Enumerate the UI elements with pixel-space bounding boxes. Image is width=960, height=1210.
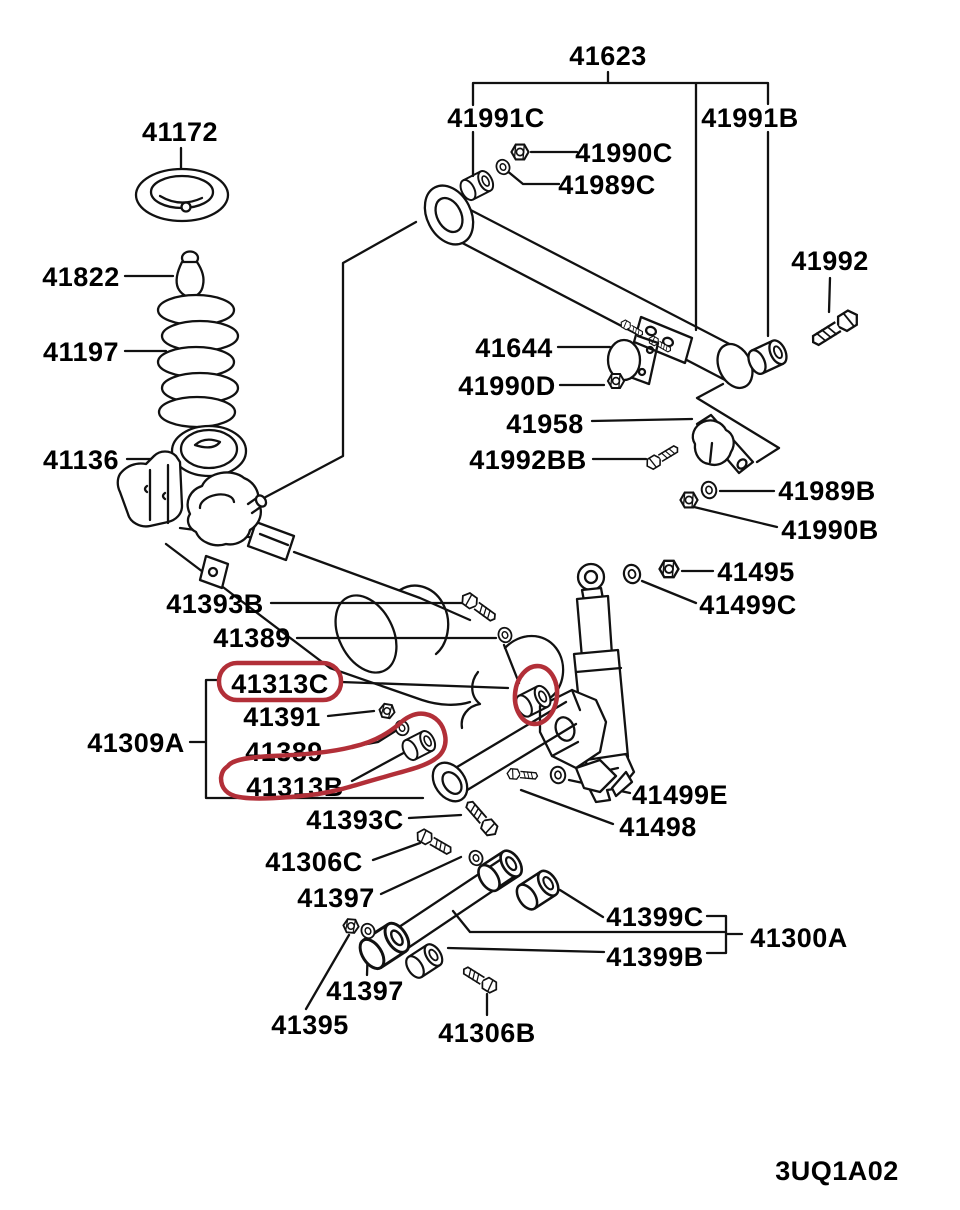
part-label-41306C: 41306C: [265, 847, 363, 877]
nut-41395: [343, 919, 359, 934]
part-label-41313B: 41313B: [246, 772, 344, 802]
part-label-41391: 41391: [243, 702, 321, 732]
washer-41499c: [622, 563, 642, 585]
part-label-41990B: 41990B: [781, 515, 879, 545]
part-label-41499C: 41499C: [699, 590, 797, 620]
assist-link-drawing: [393, 858, 515, 950]
bracket-41958-drawing: [693, 384, 779, 473]
bolt-41498: [507, 768, 538, 781]
part-label-41197: 41197: [42, 337, 120, 367]
nut-41990c: [511, 145, 528, 160]
part-label-41397: 41397: [297, 883, 375, 913]
part-label-41958: 41958: [506, 409, 584, 439]
part-label-41300A: 41300A: [750, 923, 848, 953]
bolt-41306c: [414, 827, 453, 857]
nut-41495: [660, 561, 679, 577]
part-label-41172: 41172: [141, 117, 219, 147]
part-label-41495: 41495: [717, 557, 795, 587]
part-label-41989B: 41989B: [778, 476, 876, 506]
part-label-41399C: 41399C: [606, 902, 704, 932]
part-label-41623: 41623: [569, 41, 647, 71]
part-label-41644: 41644: [475, 333, 553, 363]
part-label-41992: 41992: [791, 246, 869, 276]
part-label-41990C: 41990C: [575, 138, 673, 168]
nut-41990b: [680, 493, 697, 508]
part-label-41397: 41397: [326, 976, 404, 1006]
bump-stopper-drawing: [177, 252, 204, 298]
bolt-41306b: [461, 964, 500, 995]
part-label-41992BB: 41992BB: [469, 445, 587, 475]
trailing-arm-drawing: [415, 177, 759, 393]
part-label-3UQ1A02: 3UQ1A02: [775, 1156, 899, 1186]
part-label-41990D: 41990D: [458, 371, 556, 401]
part-label-41498: 41498: [619, 812, 697, 842]
part-label-41393C: 41393C: [306, 805, 404, 835]
part-label-41499E: 41499E: [631, 780, 729, 810]
washer-41989b: [700, 480, 718, 500]
nut-41391: [378, 703, 395, 719]
part-label-41393B: 41393B: [166, 589, 264, 619]
washer-41397-lower: [359, 922, 377, 941]
part-label-41395: 41395: [271, 1010, 349, 1040]
part-label-41389: 41389: [245, 737, 323, 767]
bolt-41992: [809, 308, 862, 350]
part-label-41399B: 41399B: [606, 942, 704, 972]
part-label-41306B: 41306B: [438, 1018, 536, 1048]
part-label-41309A: 41309A: [87, 728, 185, 758]
bolt-41393c: [463, 798, 501, 838]
bolt-41992bb: [644, 443, 680, 471]
part-label-41991C: 41991C: [447, 103, 545, 133]
part-label-41136: 41136: [42, 445, 120, 475]
spring-seat-upper-drawing: [136, 169, 228, 221]
coil-spring-drawing: [158, 295, 238, 427]
part-label-41991B: 41991B: [701, 103, 799, 133]
spring-seat-lower-drawing: [172, 426, 246, 476]
washer-41499e: [549, 766, 566, 785]
part-label-41313C: 41313C: [231, 669, 329, 699]
part-label-41389: 41389: [213, 623, 291, 653]
nut-41990d: [608, 374, 624, 388]
part-label-41989C: 41989C: [558, 170, 656, 200]
part-label-41822: 41822: [42, 262, 120, 292]
